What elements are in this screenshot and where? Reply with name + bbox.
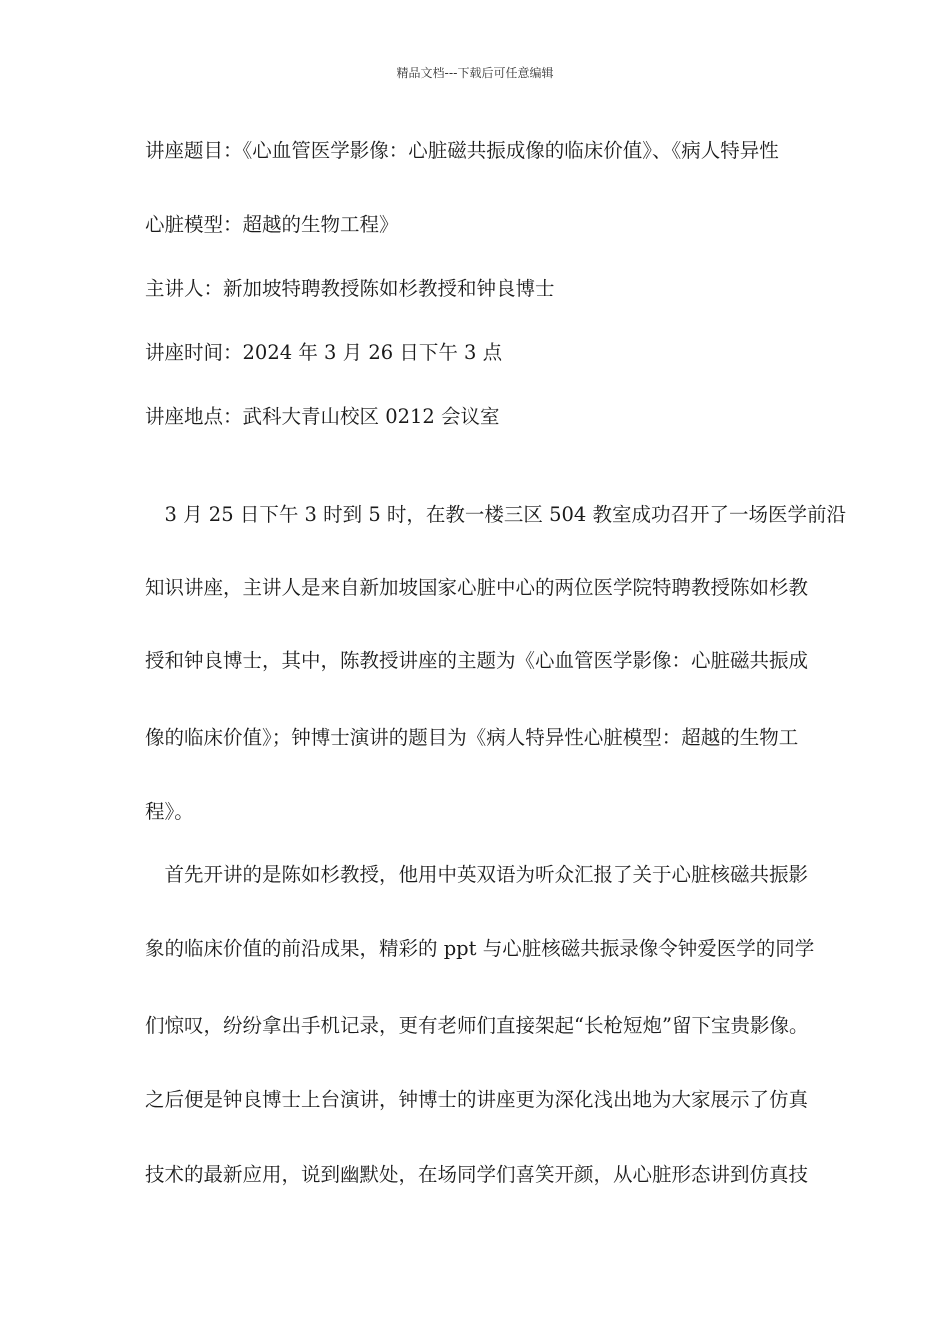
body-line: 们惊叹，纷纷拿出手机记录，更有老师们直接架起“长枪短炮”留下宝贵影像。 [145, 1014, 809, 1037]
lecture-location: 讲座地点：武科大青山校区 0212 会议室 [145, 405, 500, 428]
body-line: 授和钟良博士，其中，陈教授讲座的主题为《心血管医学影像：心脏磁共振成 [145, 649, 809, 672]
lecture-topic-line-2: 心脏模型：超越的生物工程》 [145, 213, 399, 236]
body-line: 象的临床价值的前沿成果，精彩的 ppt 与心脏核磁共振录像令钟爱医学的同学 [145, 937, 815, 960]
body-line: 像的临床价值》；钟博士演讲的题目为《病人特异性心脏模型：超越的生物工 [145, 726, 799, 749]
body-line: 首先开讲的是陈如杉教授，他用中英双语为听众汇报了关于心脏核磁共振影 [145, 863, 809, 886]
body-line: 知识讲座，主讲人是来自新加坡国家心脏中心的两位医学院特聘教授陈如杉教 [145, 576, 809, 599]
body-line: 3 月 25 日下午 3 时到 5 时，在教一楼三区 504 教室成功召开了一场医学前沿 [145, 503, 847, 526]
lecture-time: 讲座时间：2024 年 3 月 26 日下午 3 点 [145, 341, 503, 364]
body-line: 程》。 [145, 800, 194, 823]
body-line: 技术的最新应用，说到幽默处，在场同学们喜笑开颜，从心脏形态讲到仿真技 [145, 1163, 809, 1186]
lecture-topic-line-1: 讲座题目：《心血管医学影像：心脏磁共振成像的临床价值》、《病人特异性 [145, 139, 779, 162]
lecture-speaker: 主讲人：新加坡特聘教授陈如杉教授和钟良博士 [145, 277, 555, 300]
body-line: 之后便是钟良博士上台演讲，钟博士的讲座更为深化浅出地为大家展示了仿真 [145, 1088, 809, 1111]
page-header: 精品文档---下载后可任意编辑 [396, 66, 554, 80]
